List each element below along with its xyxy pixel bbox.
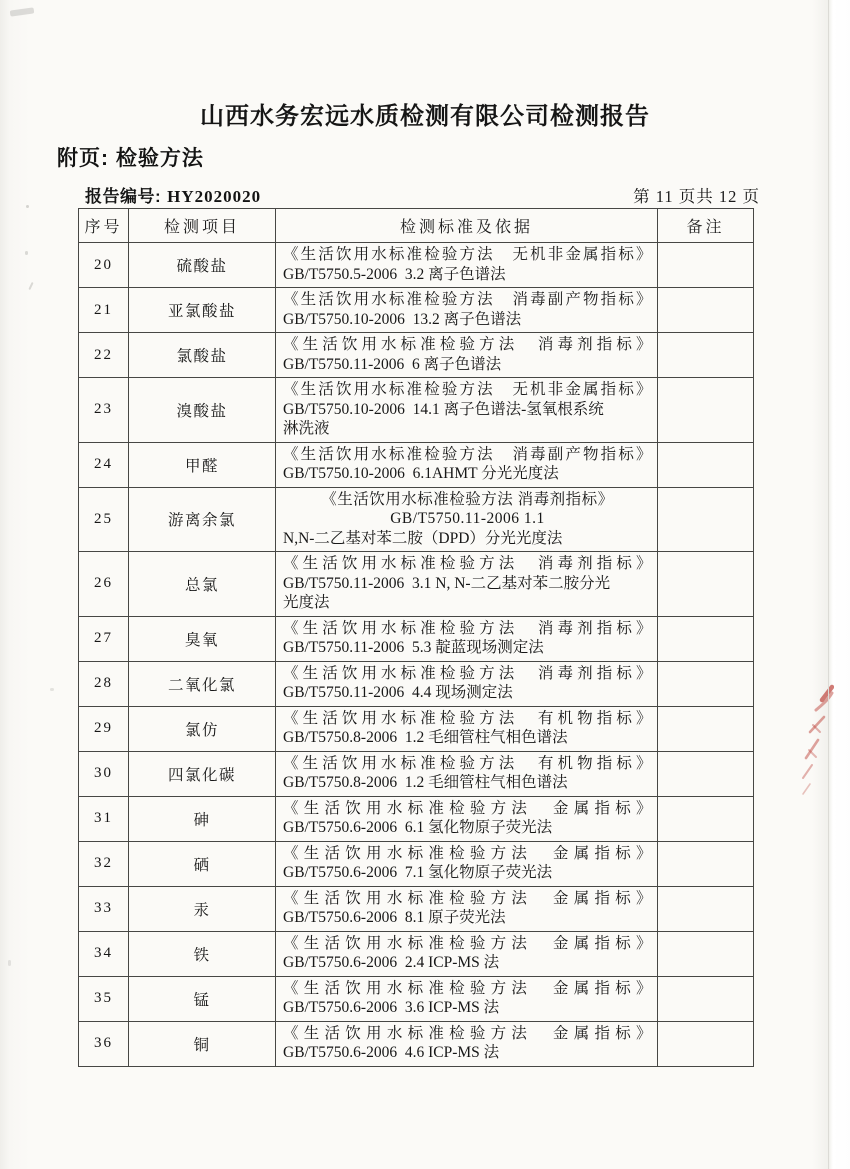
standard-cell: [276, 1021, 658, 1066]
table-row: [79, 886, 754, 931]
table-row: [79, 706, 754, 751]
standard-line: GB/T5750.6-2006 6.1 氢化物原子荧光法: [283, 819, 553, 836]
table-row: [79, 442, 754, 487]
report-number-value: HY2020020: [167, 187, 262, 206]
note-cell: [658, 487, 754, 552]
row-number: 30: [79, 751, 129, 796]
header-cell-no: 序号: [79, 209, 129, 243]
header-cell-standard: 检测标准及依据: [276, 209, 658, 243]
row-number: 25: [79, 487, 129, 552]
row-number: 32: [79, 841, 129, 886]
row-number: 35: [79, 976, 129, 1021]
test-item: 溴酸盐: [129, 378, 276, 443]
standard-cell: [276, 796, 658, 841]
test-item: 铜: [129, 1021, 276, 1066]
appendix-label: 附页: 检验方法: [57, 147, 204, 170]
row-number: 23: [79, 378, 129, 443]
table-row: [79, 661, 754, 706]
standard-line: N,N-二乙基对苯二胺（DPD）分光光度法: [283, 529, 563, 547]
standard-line: GB/T5750.11-2006 5.3 靛蓝现场测定法: [283, 639, 544, 656]
standard-line: 《生活饮用水标准检验方法 金属指标》: [283, 844, 652, 862]
test-item: 四氯化碳: [129, 751, 276, 796]
standard-cell: [276, 243, 658, 288]
standard-line: GB/T5750.6-2006 7.1 氢化物原子荧光法: [283, 864, 553, 881]
table-row: [79, 616, 754, 661]
report-meta-row: [85, 182, 760, 206]
row-number: 36: [79, 1021, 129, 1066]
test-item: 硒: [129, 841, 276, 886]
scan-smudge: [28, 282, 33, 290]
standard-line: 《生活饮用水标准检验方法 金属指标》: [283, 1024, 652, 1042]
row-number: 34: [79, 931, 129, 976]
test-item: 总氯: [129, 552, 276, 617]
standard-line: GB/T5750.6-2006 8.1 原子荧光法: [283, 909, 506, 926]
row-number: 26: [79, 552, 129, 617]
report-number-label: 报告编号:: [85, 187, 162, 206]
standard-cell: [276, 378, 658, 443]
standard-line: 《生活饮用水标准检验方法 金属指标》: [283, 979, 652, 997]
test-item: 臭氧: [129, 616, 276, 661]
standard-line: 《生活饮用水标准检验方法 无机非金属指标》: [283, 381, 652, 398]
report-title: 山西水务宏远水质检测有限公司检测报告: [200, 103, 650, 130]
standard-cell: [276, 333, 658, 378]
table-row: [79, 931, 754, 976]
red-stamp-mark: [801, 680, 834, 808]
test-item: 亚氯酸盐: [129, 288, 276, 333]
standard-line: 《生活饮用水标准检验方法 消毒剂指标》: [283, 619, 652, 637]
row-number: 27: [79, 616, 129, 661]
test-item: 砷: [129, 796, 276, 841]
standard-line: GB/T5750.8-2006 1.2 毛细管柱气相色谱法: [283, 774, 568, 791]
note-cell: [658, 243, 754, 288]
standard-cell: [276, 487, 658, 552]
note-cell: [658, 751, 754, 796]
row-number: 20: [79, 243, 129, 288]
table-row: [79, 1021, 754, 1066]
test-item: 氯酸盐: [129, 333, 276, 378]
standard-line: 《生活饮用水标准检验方法 有机物指标》: [283, 754, 652, 772]
note-cell: [658, 552, 754, 617]
methods-table: [78, 208, 754, 1067]
standard-line: 《生活饮用水标准检验方法 消毒剂指标》: [283, 664, 652, 682]
standard-cell: [276, 976, 658, 1021]
standard-line: 《生活饮用水标准检验方法 无机非金属指标》: [283, 246, 652, 263]
standard-line: 《生活饮用水标准检验方法 消毒剂指标》: [283, 336, 652, 353]
page-indicator: 第 11 页共 12 页: [633, 187, 760, 206]
standard-line: GB/T5750.6-2006 3.6 ICP-MS 法: [283, 999, 500, 1016]
header-cell-note: 备注: [658, 209, 754, 243]
note-cell: [658, 333, 754, 378]
standard-cell: [276, 442, 658, 487]
standard-line: 《生活饮用水标准检验方法 消毒剂指标》: [283, 555, 652, 572]
note-cell: [658, 1021, 754, 1066]
standard-line: GB/T5750.11-2006 4.4 现场测定法: [283, 684, 513, 701]
standard-cell: [276, 661, 658, 706]
row-number: 22: [79, 333, 129, 378]
test-item: 铁: [129, 931, 276, 976]
standard-cell: [276, 751, 658, 796]
test-item: 游离余氯: [129, 487, 276, 552]
table-row: [79, 487, 754, 552]
test-item: 锰: [129, 976, 276, 1021]
standard-line: 《生活饮用水标准检验方法 消毒副产物指标》: [283, 291, 652, 308]
standard-line: 《生活饮用水标准检验方法 消毒剂指标》: [321, 490, 614, 508]
test-item: 硫酸盐: [129, 243, 276, 288]
header-cell-item: 检测项目: [129, 209, 276, 243]
test-item: 二氧化氯: [129, 661, 276, 706]
standard-cell: [276, 552, 658, 617]
note-cell: [658, 288, 754, 333]
standard-line: GB/T5750.6-2006 2.4 ICP-MS 法: [283, 954, 500, 971]
table-row: [79, 796, 754, 841]
row-number: 21: [79, 288, 129, 333]
report-number: [85, 182, 261, 207]
standard-cell: [276, 706, 658, 751]
scan-smudge: [25, 251, 28, 255]
note-cell: [658, 841, 754, 886]
standard-line: 《生活饮用水标准检验方法 金属指标》: [283, 799, 652, 817]
standard-line: 淋洗液: [283, 420, 330, 437]
standard-cell: [276, 841, 658, 886]
note-cell: [658, 796, 754, 841]
standard-line: GB/T5750.6-2006 4.6 ICP-MS 法: [283, 1044, 500, 1061]
scan-smudge: [10, 7, 35, 16]
standard-line: GB/T5750.5-2006 3.2 离子色谱法: [283, 265, 506, 283]
test-item: 甲醛: [129, 442, 276, 487]
test-item: 氯仿: [129, 706, 276, 751]
table-row: [79, 288, 754, 333]
note-cell: [658, 661, 754, 706]
table-row: [79, 333, 754, 378]
table-row: [79, 243, 754, 288]
test-item: 汞: [129, 886, 276, 931]
note-cell: [658, 442, 754, 487]
standard-line: 《生活饮用水标准检验方法 金属指标》: [283, 934, 652, 952]
standard-line: 光度法: [283, 594, 330, 611]
scan-smudge: [50, 688, 54, 691]
note-cell: [658, 378, 754, 443]
table-row: [79, 751, 754, 796]
table-row: [79, 841, 754, 886]
row-number: 29: [79, 706, 129, 751]
scan-smudge: [8, 960, 11, 966]
standard-line: GB/T5750.11-2006 3.1 N, N-二乙基对苯二胺分光: [283, 574, 611, 592]
table-body: [79, 243, 754, 1067]
standard-cell: [276, 616, 658, 661]
note-cell: [658, 616, 754, 661]
note-cell: [658, 976, 754, 1021]
standard-line: GB/T5750.10-2006 14.1 离子色谱法-氢氧根系统: [283, 400, 604, 418]
note-cell: [658, 706, 754, 751]
standard-line: 《生活饮用水标准检验方法 有机物指标》: [283, 709, 652, 727]
standard-cell: [276, 288, 658, 333]
note-cell: [658, 886, 754, 931]
standard-line: GB/T5750.11-2006 1.1: [390, 510, 545, 527]
table-row: [79, 976, 754, 1021]
row-number: 24: [79, 442, 129, 487]
table-header-row: [79, 209, 754, 243]
table-row: [79, 552, 754, 617]
row-number: 28: [79, 661, 129, 706]
row-number: 33: [79, 886, 129, 931]
standard-cell: [276, 931, 658, 976]
scan-smudge: [26, 205, 29, 208]
table-row: [79, 378, 754, 443]
standard-line: GB/T5750.10-2006 6.1AHMT 分光光度法: [283, 465, 559, 482]
standard-line: GB/T5750.11-2006 6 离子色谱法: [283, 355, 502, 373]
standard-line: 《生活饮用水标准检验方法 金属指标》: [283, 889, 652, 907]
scan-edge-line: [828, 0, 829, 1169]
standard-cell: [276, 886, 658, 931]
standard-line: 《生活饮用水标准检验方法 消毒副产物指标》: [283, 445, 652, 463]
standard-line: GB/T5750.10-2006 13.2 离子色谱法: [283, 310, 522, 328]
standard-line: GB/T5750.8-2006 1.2 毛细管柱气相色谱法: [283, 729, 568, 746]
note-cell: [658, 931, 754, 976]
row-number: 31: [79, 796, 129, 841]
